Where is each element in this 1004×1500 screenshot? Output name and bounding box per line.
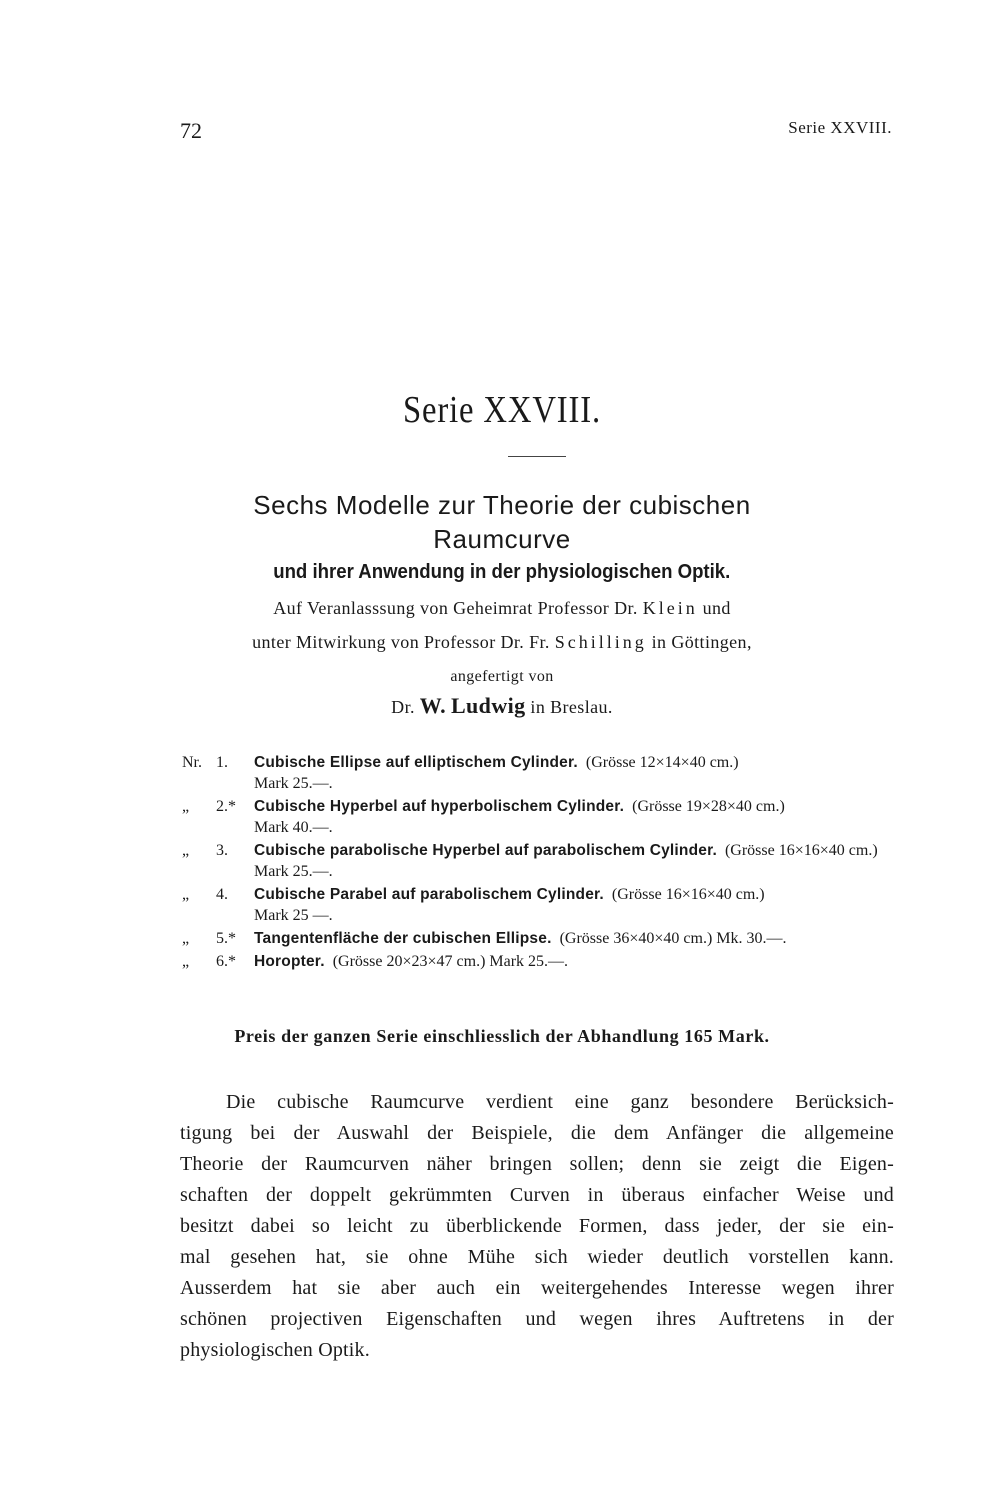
body-line: schaften der doppelt gekrümmten Curven in überaus einfacher Weise und <box>180 1184 894 1206</box>
credit-line-1: Auf Veranlasssung von Geheimrat Professor Dr. Klein und <box>273 598 731 618</box>
model-item-1: Nr. 1. Cubische Ellipse auf elliptischem Cylinder. (Grösse 12×14×40 cm.) Mark 25.—. <box>182 754 739 792</box>
body-line: tigung bei der Auswahl der Beispiele, die dem Anfänger die allgemeine <box>180 1122 894 1144</box>
body-line: physiologischen Optik. <box>180 1339 370 1361</box>
subtitle-application: und ihrer Anwendung in der physiologischen Optik. <box>273 561 731 583</box>
credit-line-4: Dr. W. Ludwig in Breslau. <box>391 693 613 718</box>
model-item-5: „ 5.* Tangentenfläche der cubischen Ellipse. (Grösse 36×40×40 cm.) Mk. 30.—. <box>182 930 787 947</box>
body-line: Die cubische Raumcurve verdient eine ganz besondere Berücksich- <box>226 1091 894 1113</box>
subtitle <box>0 488 1004 556</box>
series-title: Serie XXVIII. <box>402 389 602 431</box>
model-item-3: „ 3. Cubische parabolische Hyperbel auf parabolischem Cylinder. (Grösse 16×16×40 cm.) Mark 25.—. <box>182 842 878 880</box>
subtitle-line-1: Sechs Modelle zur Theorie der cubischen <box>253 490 751 520</box>
body-line: mal gesehen hat, sie ohne Mühe sich wieder deutlich vorstellen kann. <box>180 1246 894 1268</box>
price-line: Preis der ganzen Serie einschliesslich der Abhandlung 165 Mark. <box>234 1026 770 1046</box>
credit-name-schilling: Schilling <box>554 632 647 652</box>
model-item-2: „ 2.* Cubische Hyperbel auf hyperbolischem Cylinder. (Grösse 19×28×40 cm.) Mark 40.—. <box>182 798 785 836</box>
body-paragraph <box>180 1087 894 1366</box>
page-number: 72 <box>180 118 202 143</box>
title-rule <box>508 456 566 457</box>
running-head: Serie XXVIII. <box>788 118 892 137</box>
body-line: Theorie der Raumcurven näher bringen sollen; denn sie zeigt die Eigen- <box>180 1153 894 1175</box>
body-line: schönen projectiven Eigenschaften und wegen ihres Auftretens in der <box>180 1308 894 1330</box>
model-item-4: „ 4. Cubische Parabel auf parabolischem Cylinder. (Grösse 16×16×40 cm.) Mark 25 —. <box>182 886 765 924</box>
model-item-6: „ 6.* Horopter. (Grösse 20×23×47 cm.) Mark 25.—. <box>182 953 569 970</box>
subtitle-line-2: Raumcurve <box>433 524 571 554</box>
credit-line-3: angefertigt von <box>450 668 554 685</box>
model-list <box>182 752 902 974</box>
body-line: Ausserdem hat sie aber auch ein weitergehendes Interesse wegen ihrer <box>180 1277 894 1299</box>
credit-name-ludwig: Ludwig <box>450 693 526 718</box>
body-line: besitzt dabei so leicht zu überblickende Formen, dass jeder, der sie ein- <box>180 1215 894 1237</box>
credit-name-klein: Klein <box>642 598 698 618</box>
credit-line-2: unter Mitwirkung von Professor Dr. Fr. Schilling in Göttingen, <box>252 632 752 652</box>
